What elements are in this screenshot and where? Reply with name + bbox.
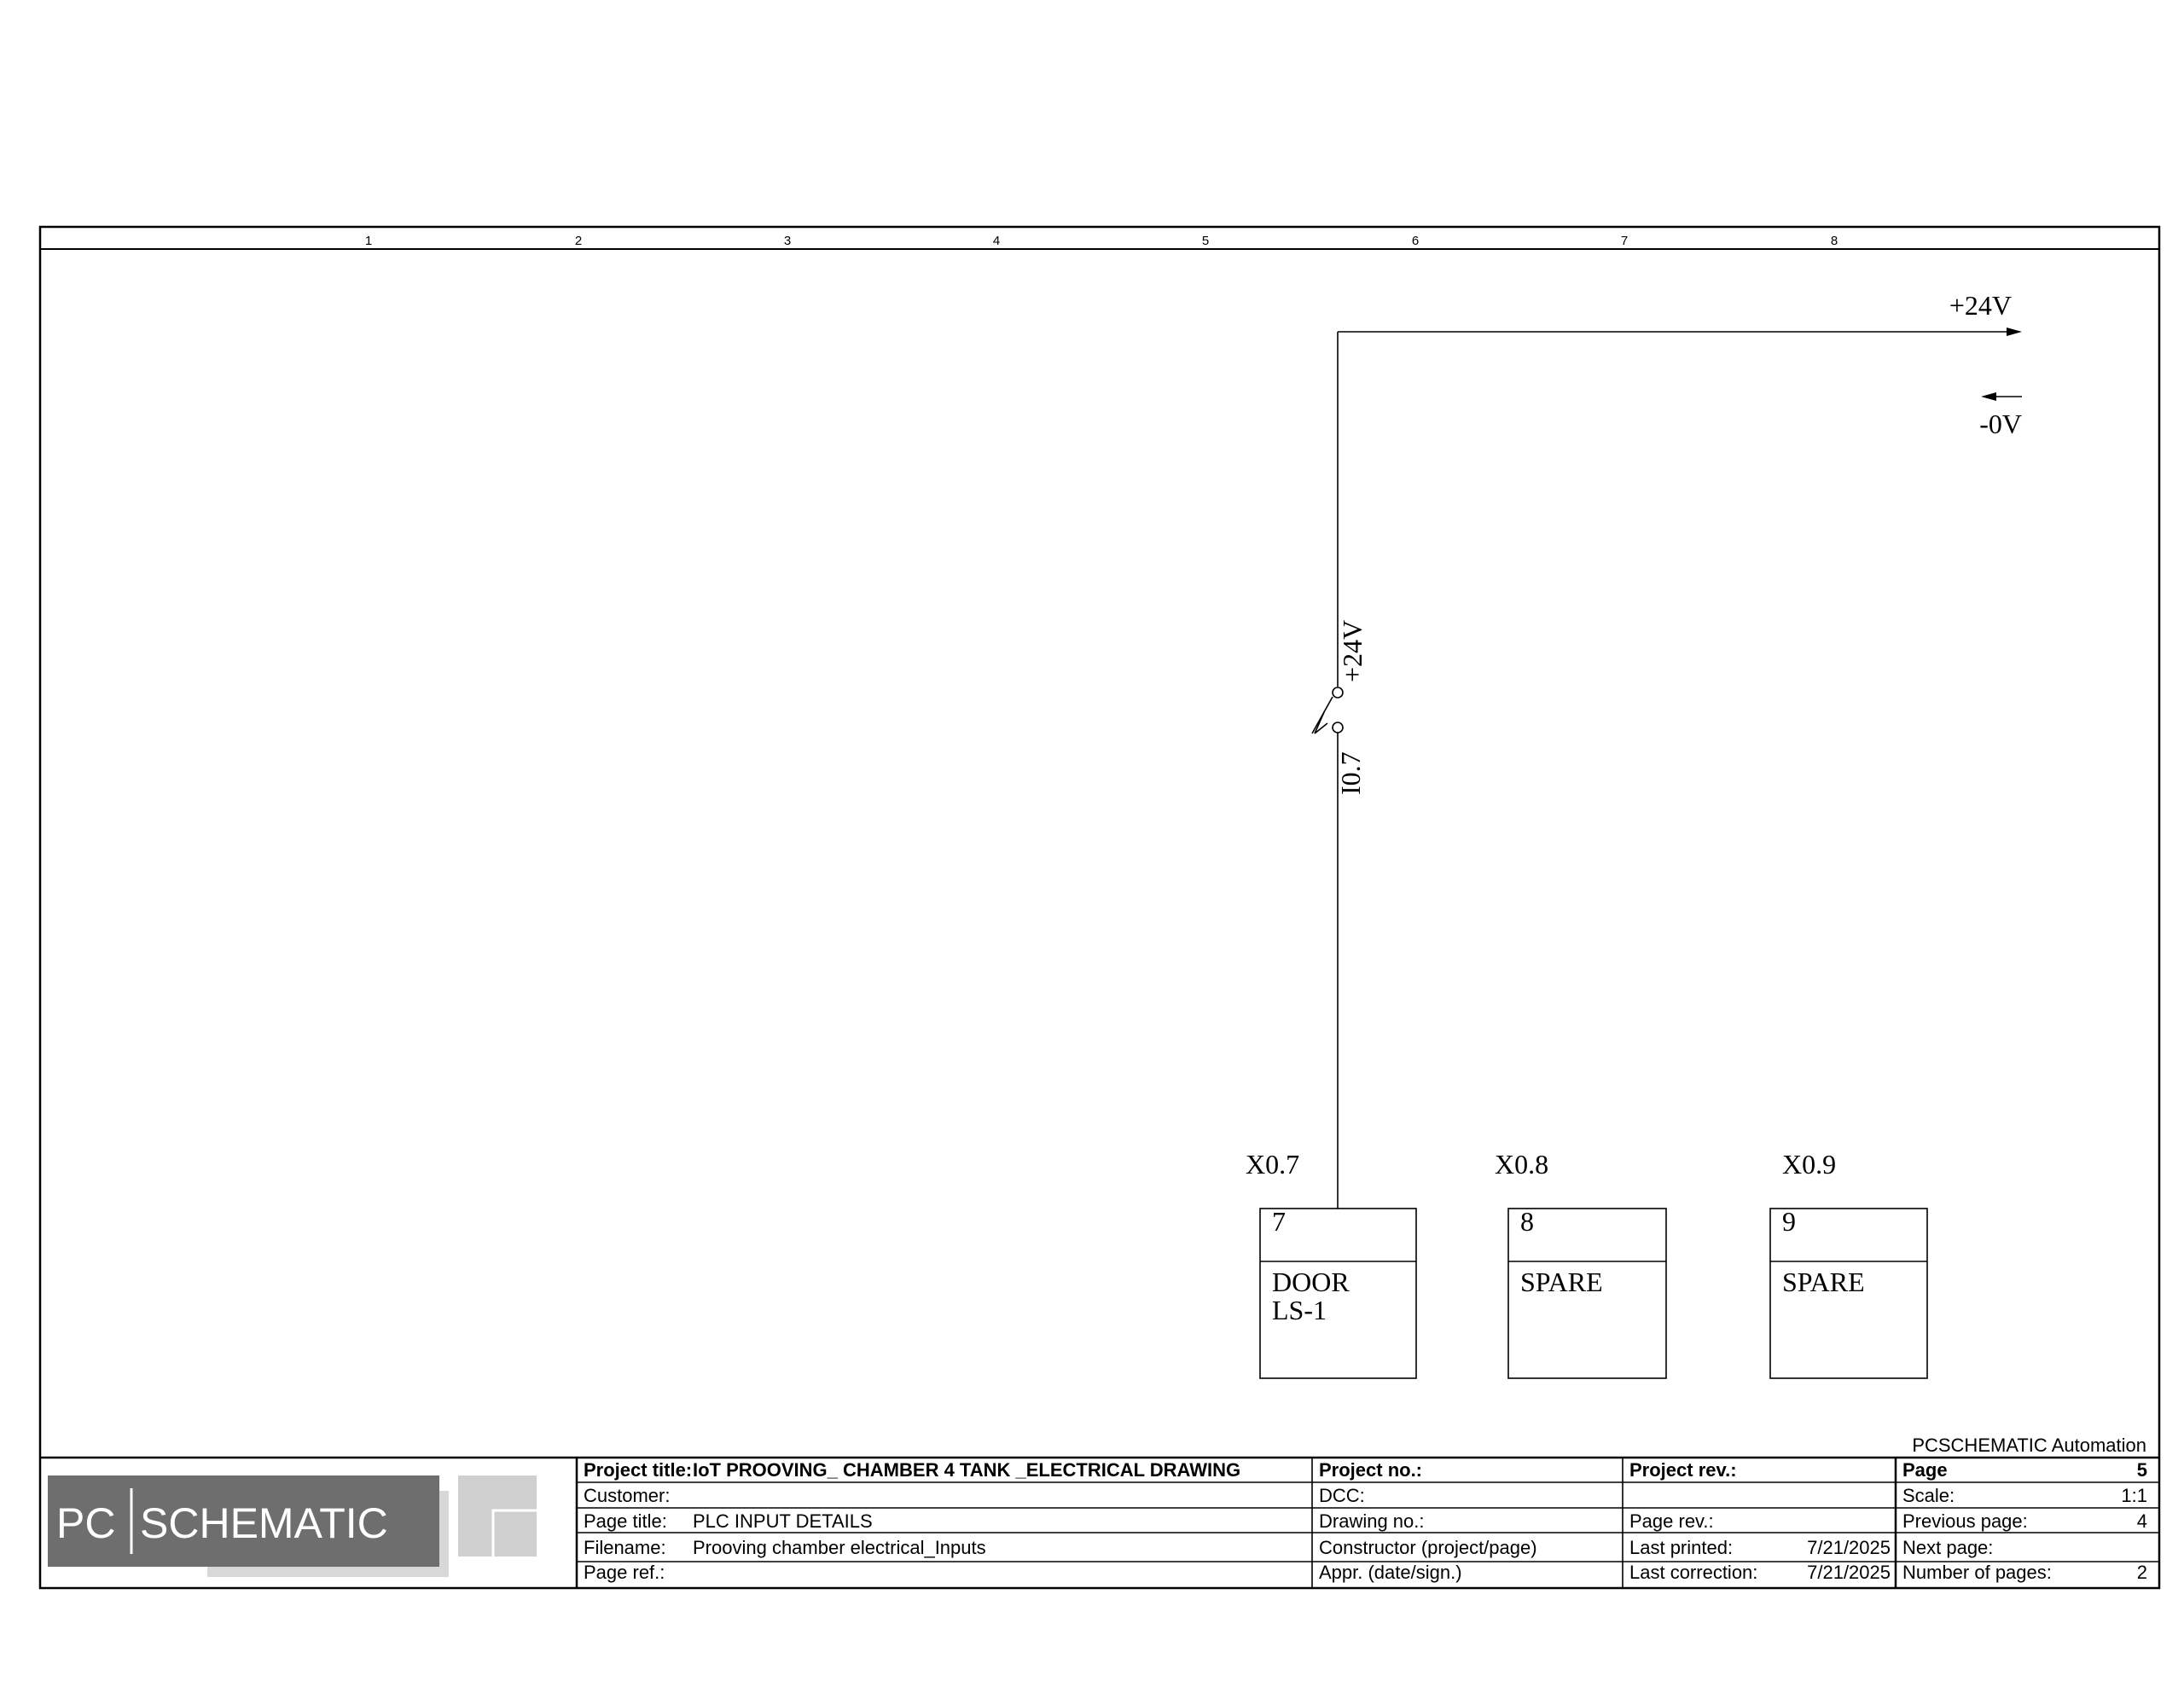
- ruler-col-4: 4: [992, 234, 1001, 248]
- appr-label: Appr. (date/sign.): [1319, 1562, 1462, 1583]
- switch-input-label: I0.7: [1335, 751, 1366, 795]
- terminal-number: 9: [1782, 1206, 1796, 1237]
- page-title-label: Page title:: [584, 1510, 667, 1532]
- terminal-number: 8: [1520, 1206, 1534, 1237]
- last-correction-label: Last correction:: [1629, 1562, 1758, 1583]
- terminal-text-line1: SPARE: [1520, 1267, 1603, 1297]
- page-label: Page: [1902, 1459, 1948, 1481]
- logo-text-right: SCHEMATIC: [140, 1499, 388, 1547]
- page-value: 5: [2136, 1459, 2147, 1481]
- previous-page-value: 4: [2136, 1510, 2147, 1532]
- supply-rail-label: +24V: [1949, 290, 2012, 321]
- return-rail-arrow-icon: [1981, 392, 1996, 401]
- pcschematic-logo: [48, 1475, 555, 1577]
- supply-rail-arrow-icon: [2007, 328, 2022, 336]
- terminal-text-line1: DOOR: [1272, 1267, 1350, 1297]
- page-rev-label: Page rev.:: [1629, 1510, 1714, 1532]
- customer-label: Customer:: [584, 1485, 671, 1506]
- page-ref-label: Page ref.:: [584, 1562, 665, 1583]
- title-block-project-info: [584, 1459, 1240, 1583]
- number-of-pages-value: 2: [2136, 1562, 2147, 1583]
- ruler-col-1: 1: [364, 234, 373, 248]
- title-block-revision-info: [1629, 1459, 1891, 1583]
- terminal-x0-7: [1246, 1149, 1416, 1378]
- project-title-label: Project title:: [584, 1459, 693, 1481]
- terminal-text-line1: SPARE: [1782, 1267, 1865, 1297]
- title-block-page-info: [1902, 1459, 2147, 1583]
- return-rail-label: -0V: [1979, 409, 2022, 439]
- next-page-label: Next page:: [1902, 1537, 1994, 1558]
- filename-label: Filename:: [584, 1537, 666, 1558]
- terminal-tag: X0.7: [1246, 1149, 1300, 1180]
- last-correction-value: 7/21/2025: [1807, 1562, 1891, 1583]
- company-caption: PCSCHEMATIC Automation: [1912, 1435, 2146, 1456]
- terminal-x0-9: [1770, 1149, 1927, 1378]
- project-no-label: Project no.:: [1319, 1459, 1423, 1481]
- scale-label: Scale:: [1902, 1485, 1955, 1506]
- title-block-drawing-info: [1319, 1459, 1537, 1583]
- ruler-col-7: 7: [1620, 234, 1629, 248]
- drawing-no-label: Drawing no.:: [1319, 1510, 1425, 1532]
- dcc-label: DCC:: [1319, 1485, 1365, 1506]
- ruler-col-2: 2: [574, 234, 583, 248]
- drawing-frame: [40, 227, 2159, 1588]
- scale-value: 1:1: [2121, 1485, 2147, 1506]
- project-title-value: IoT PROOVING_ CHAMBER 4 TANK _ELECTRICAL DRAWING: [693, 1459, 1241, 1481]
- last-printed-label: Last printed:: [1629, 1537, 1734, 1558]
- ruler-col-3: 3: [783, 234, 792, 248]
- terminal-tag: X0.8: [1495, 1149, 1549, 1180]
- previous-page-label: Previous page:: [1902, 1510, 2028, 1532]
- project-rev-label: Project rev.:: [1629, 1459, 1737, 1481]
- ruler-col-6: 6: [1411, 234, 1420, 248]
- terminal-tag: X0.9: [1782, 1149, 1837, 1180]
- column-ruler: [365, 234, 1838, 248]
- terminal-x0-8: [1495, 1149, 1666, 1378]
- switch-supply-label: +24V: [1337, 619, 1368, 682]
- number-of-pages-label: Number of pages:: [1902, 1562, 2052, 1583]
- ruler-col-8: 8: [1830, 234, 1838, 248]
- terminal-number: 7: [1272, 1206, 1286, 1237]
- ruler-col-5: 5: [1201, 234, 1210, 248]
- last-printed-value: 7/21/2025: [1807, 1537, 1891, 1558]
- constructor-label: Constructor (project/page): [1319, 1537, 1537, 1558]
- limit-switch-icon: [1312, 687, 1343, 733]
- terminal-text-line2: LS-1: [1272, 1295, 1327, 1325]
- page-title-value: PLC INPUT DETAILS: [693, 1510, 873, 1532]
- filename-value: Prooving chamber electrical_Inputs: [693, 1537, 986, 1558]
- logo-text-left: PC: [56, 1499, 116, 1547]
